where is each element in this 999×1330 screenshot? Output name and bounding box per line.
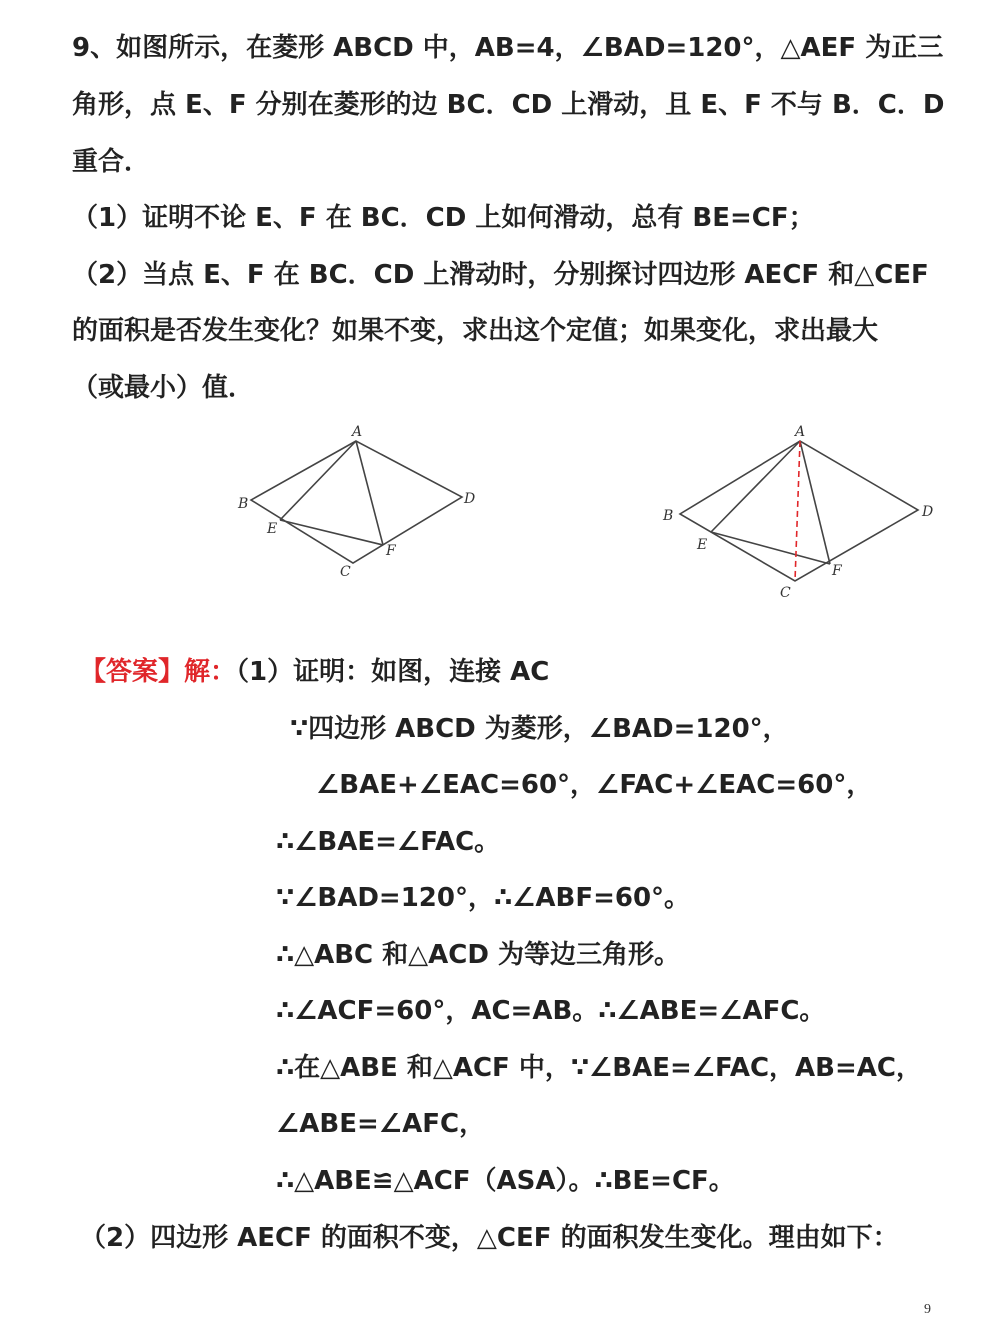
label-e-right: E [697,537,708,553]
segment-af-left [356,441,383,545]
label-f-right: F [832,563,842,579]
label-a-right: A [795,424,806,440]
answer-part1-title: （1）证明：如图，连接 AC [236,657,550,687]
segment-ae-left [280,441,356,520]
dashed-ac-right [795,441,800,581]
problem-line-3: 重合． [72,147,151,177]
label-d-left: D [464,491,476,507]
label-c-left: C [340,564,351,580]
answer-step-1: ∵四边形 ABCD 为菱形，∠BAD=120°， [290,714,789,744]
label-d-right: D [922,504,934,520]
label-b-left: B [238,496,249,512]
answer-part2: （2）四边形 AECF 的面积不变，△CEF 的面积发生变化。理由如下： [80,1223,899,1253]
answer-step-5: ∴△ABC 和△ACD 为等边三角形。 [276,940,680,970]
answer-step-9: ∴△ABE≌△ACF（ASA）。∴BE=CF。 [276,1166,735,1196]
answer-header [80,654,549,690]
label-a-left: A [352,424,363,440]
label-f-left: F [386,543,396,559]
answer-tag: 【答案】解： [80,657,237,687]
page-number: 9 [924,1302,931,1317]
problem-line-2: 角形，点 E、F 分别在菱形的边 BC．CD 上滑动，且 E、F 不与 B．C．D [72,90,945,120]
problem-line-4: （1）证明不论 E、F 在 BC．CD 上如何滑动，总有 BE=CF； [72,203,815,233]
segment-ef-right [711,532,830,564]
label-e-left: E [267,521,278,537]
problem-line-7: （或最小）值． [72,373,255,403]
answer-step-6: ∴∠ACF=60°，AC=AB。∴∠ABE=∠AFC。 [276,996,826,1026]
segment-af-right [800,441,830,564]
problem-line-5: （2）当点 E、F 在 BC．CD 上滑动时，分别探讨四边形 AECF 和△CEF [72,260,929,290]
rhombus-abcd-left [251,441,462,563]
answer-step-8: ∠ABE=∠AFC， [276,1109,486,1139]
answer-step-7: ∴在△ABE 和△ACF 中，∵∠BAE=∠FAC，AB=AC， [276,1053,922,1083]
answer-step-3: ∴∠BAE=∠FAC。 [276,827,501,857]
answer-step-2: ∠BAE+∠EAC=60°，∠FAC+∠EAC=60°， [316,770,873,800]
label-b-right: B [663,508,674,524]
label-c-right: C [780,585,791,601]
problem-line-6: 的面积是否发生变化？如果不变，求出这个定值；如果变化，求出最大 [72,316,879,346]
answer-step-4: ∵∠BAD=120°，∴∠ABF=60°。 [276,883,691,913]
segment-ef-left [280,520,383,545]
problem-line-1: 9、如图所示，在菱形 ABCD 中，AB=4，∠BAD=120°，△AEF 为正三 [72,33,944,63]
